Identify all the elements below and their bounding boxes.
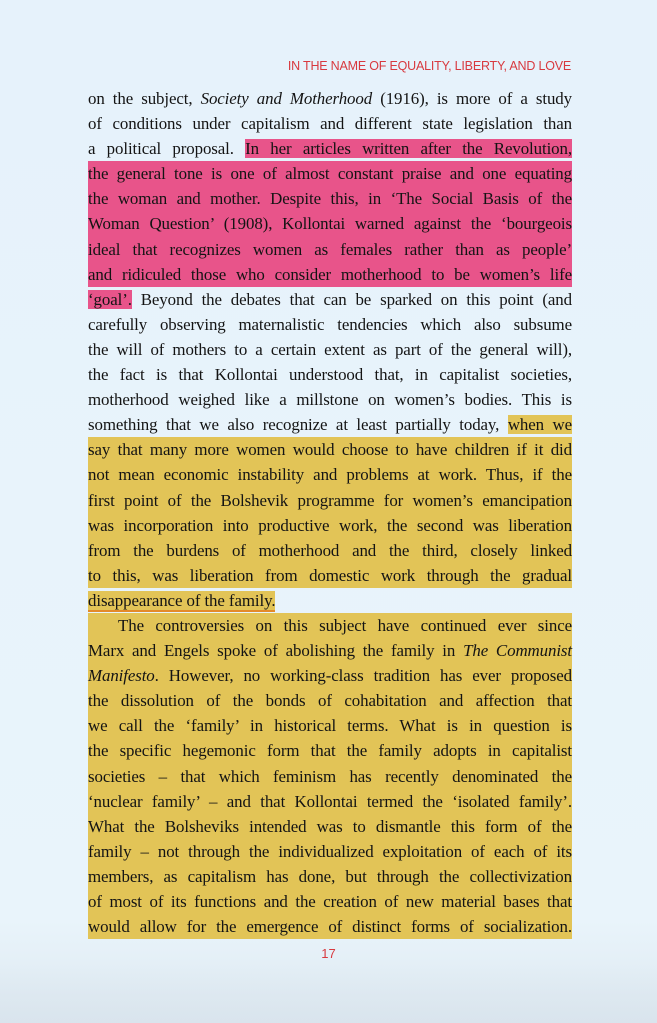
pink-highlighted-text: ideal that recognizes women as females rather than as people’	[88, 239, 572, 259]
text-run: on the subject,	[88, 89, 201, 108]
text-line	[88, 287, 572, 312]
yellow-highlighted-text: Manifesto	[88, 666, 155, 686]
yellow-highlighted-text: disappearance of the family.	[88, 590, 276, 610]
text-run: Society and Motherhood	[200, 89, 373, 108]
pink-highlighted-text: In her articles written after the Revolution,	[245, 139, 572, 159]
text-run: Beyond the debates that can be sparked on this point (and	[131, 289, 572, 309]
text-line	[88, 538, 572, 563]
pink-highlighted-text: the general tone is one of almost constant praise and one equating	[88, 164, 572, 184]
text-line	[88, 387, 572, 412]
text-line	[88, 889, 572, 914]
text-line	[88, 488, 572, 513]
page-number: 17	[321, 946, 336, 961]
text-line	[88, 513, 572, 538]
text-run: (1916), is more of a study	[372, 89, 572, 108]
yellow-highlighted-text: was incorporation into productive work, the second was liberation	[88, 515, 572, 535]
text-run: the fact is that Kollontai understood that, in capitalist societies,	[88, 365, 572, 385]
text-line	[88, 337, 572, 362]
text-line	[88, 86, 572, 111]
yellow-highlighted-text: . However, no working-class tradition has ever proposed	[154, 666, 572, 686]
yellow-highlighted-text: ‘nuclear family’ – and that Kollontai termed the ‘isolated family’.	[88, 791, 572, 811]
text-run: the will of mothers to a certain extent as part of the general will),	[88, 339, 572, 359]
pink-highlighted-text: ‘goal’.	[88, 289, 132, 309]
pink-highlighted-text: the woman and mother. Despite this, in ‘The Social Basis of the	[88, 189, 572, 209]
text-line	[88, 362, 572, 387]
text-line	[88, 738, 572, 763]
yellow-highlighted-text: societies – that which feminism has recently denominated the	[88, 766, 572, 786]
yellow-highlighted-text: say that many more women would choose to have children if it did	[88, 440, 572, 460]
pink-highlighted-text: Woman Question’ (1908), Kollontai warned against the ‘bourgeois	[88, 214, 572, 234]
text-line	[88, 237, 572, 262]
running-head: IN THE NAME OF EQUALITY, LIBERTY, AND LOVE	[287, 59, 571, 73]
yellow-highlighted-text: when we	[507, 415, 572, 435]
text-run: of conditions under capitalism and different state legislation than	[88, 114, 572, 134]
text-line	[88, 136, 572, 161]
text-line	[88, 462, 572, 487]
text-line	[88, 211, 572, 236]
text-line	[88, 663, 572, 688]
text-line	[88, 789, 572, 814]
yellow-highlighted-text: the dissolution of the bonds of cohabitation and affection that	[88, 691, 572, 711]
text-run: motherhood weighed like a millstone on women’s bodies. This is	[88, 390, 572, 410]
yellow-highlighted-text: first point of the Bolshevik programme for women’s emancipation	[88, 490, 572, 510]
text-line	[88, 688, 572, 713]
text-run: a political proposal.	[88, 139, 246, 159]
yellow-highlighted-text: The controversies on this subject have continued ever since	[118, 615, 572, 635]
text-line	[88, 713, 572, 738]
yellow-highlighted-text: we call the ‘family’ in historical terms. What is in question is	[88, 716, 572, 736]
text-line	[88, 437, 572, 462]
yellow-highlighted-text: to this, was liberation from domestic work through the gradual	[88, 565, 572, 585]
text-line	[88, 638, 572, 663]
text-line	[88, 914, 572, 939]
text-line	[88, 563, 572, 588]
text-line	[88, 111, 572, 136]
text-line	[88, 613, 572, 638]
yellow-highlighted-text: What the Bolsheviks intended was to dismantle this form of the	[88, 816, 572, 836]
text-line	[88, 186, 572, 211]
yellow-highlighted-text: of most of its functions and the creation of new material bases that	[88, 892, 572, 911]
yellow-highlighted-text: family – not through the individualized exploitation of each of its	[88, 841, 572, 861]
yellow-highlighted-text: not mean economic instability and problems at work. Thus, if the	[88, 465, 572, 485]
yellow-highlighted-text: Marx and Engels spoke of abolishing the family in	[88, 641, 464, 661]
text-line	[88, 839, 572, 864]
pink-highlighted-text: and ridiculed those who consider motherhood to be women’s life	[88, 264, 572, 284]
yellow-highlighted-text: members, as capitalism has done, but through the collectivization	[88, 866, 572, 886]
text-line	[88, 262, 572, 287]
text-line	[88, 764, 572, 789]
page-bottom-shadow	[0, 963, 657, 1023]
text-line	[88, 161, 572, 186]
text-line	[88, 412, 572, 437]
yellow-highlighted-text: would allow for the emergence of distinct forms of socialization.	[88, 917, 572, 937]
text-line	[88, 864, 572, 889]
text-line	[88, 814, 572, 839]
yellow-highlighted-text: the specific hegemonic form that the family adopts in capitalist	[88, 741, 572, 761]
text-run: something that we also recognize at least partially today,	[88, 415, 508, 435]
yellow-highlighted-text: from the burdens of motherhood and the third, closely linked	[88, 540, 572, 560]
text-line	[88, 312, 572, 337]
yellow-highlighted-text: The Communist	[463, 641, 572, 661]
text-run: carefully observing maternalistic tendencies which also subsume	[88, 314, 572, 334]
text-line	[88, 588, 572, 613]
page-body-text[interactable]	[88, 86, 572, 939]
